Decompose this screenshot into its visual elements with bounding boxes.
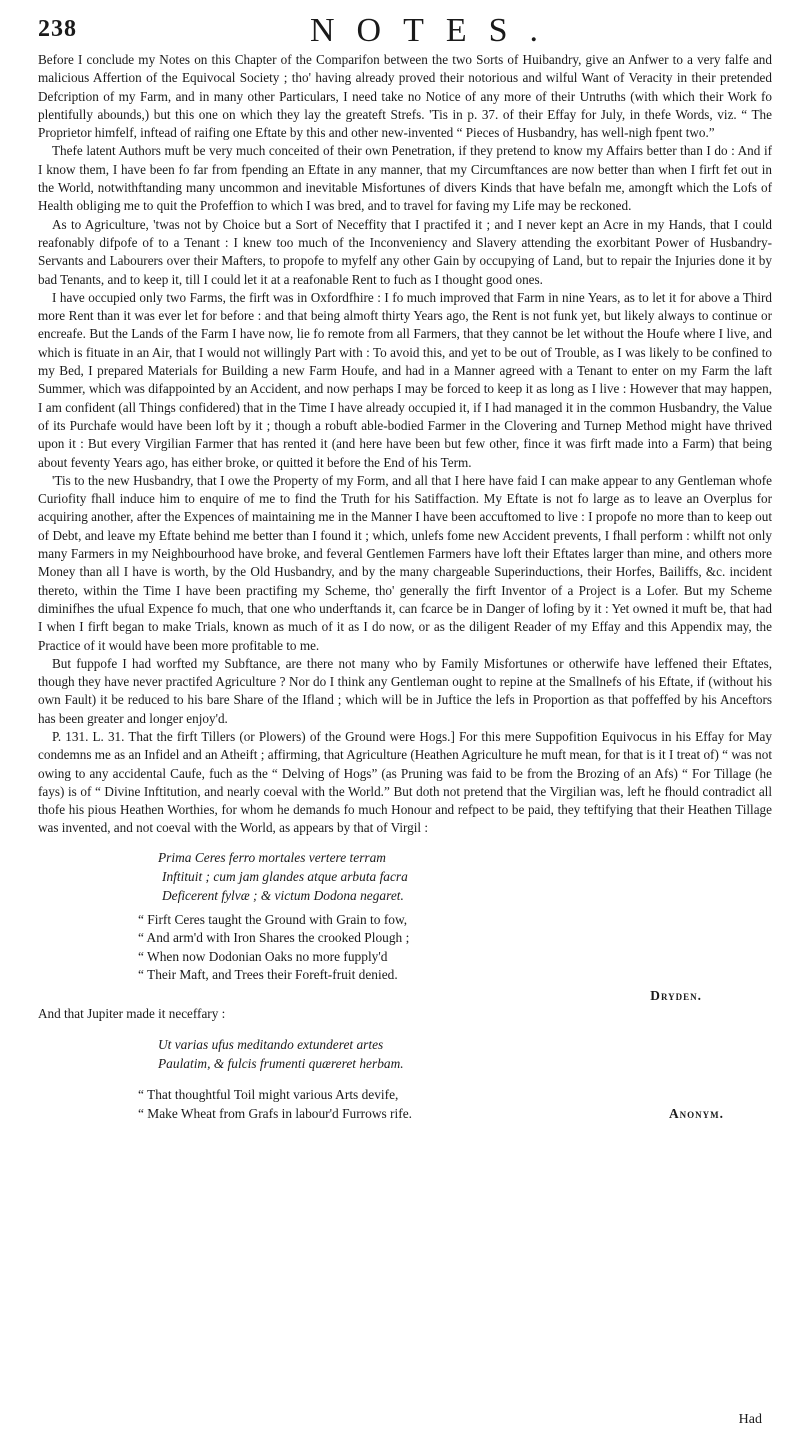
- paragraph: Thefe latent Authors muft be very much conceited of their own Penetration, if they pretend to know my Affairs better than I do : And if I know them, I have been fo far from fpending an Eftate in any manner, that my Circumftances are now better than when I firft fet out in the World, notwithftanding many uncommon and inevitable Misfortunes of divers Kinds that have befaln me, amongft which the Lofs of Health obliging me to quit the Profeffion to which I was bred, and to travel for faving my Life may be reckoned.: [38, 143, 772, 214]
- page-number: 238: [38, 16, 77, 42]
- catchword: Had: [738, 1412, 762, 1427]
- body-text: [38, 51, 772, 1123]
- verse-attribution: Anonym.: [668, 1106, 724, 1122]
- paragraph: But fuppofe I had worfted my Subftance, are there not many who by Family Misfortunes or otherwife have leffened their Eftates, though they have never practifed Agriculture ? Nor do I think any Gentleman ought to repine at the Smallnefs of his Eftate, if (without his own Fault) it be reduced to his bare Share of the Ifland ; which will be in Juftice the lefs in Proportion as that poffeffed by his Anceftors has been greater and longer enjoy'd.: [38, 655, 772, 726]
- latin-verse-quote: [158, 1035, 772, 1073]
- paragraph: P. 131. L. 31. That the firft Tillers (or Plowers) of the Ground were Hogs.] For this mere Suppofition Equivocus in his Effay for May condemns me as an Infidel and an Atheift ; affirming, that Agriculture (Heathen Agriculture he muft mean, for that is it I treat of) “ was not owing to any accidental Caufe, fuch as the “ Delving of Hogs” (as Pruning was faid to be from the Brozing of an Afs) “ For Tillage (he fays) is of “ Divine Inftitution, and nearly coeval with the World.” But doth not pretend that the Virgilian was, left he fhould contradict all thofe his pious Heathen Worthies, for whom he demands fo much Honour and refpect to be paid, they teftifying that their Heathen Tillage was invented, and not coeval with the World, as appears by that of Virgil :: [38, 728, 772, 836]
- paragraph: I have occupied only two Farms, the firft was in Oxfordfhire : I fo much improved that Farm in nine Years, as to let it for above a Third more Rent than it was ever let for before : and that being almoft thirty Years ago, the Rent is not funk yet, but likely always to continue or encreafe. But the Lands of the Farm I have now, lie fo remote from all Farmers, that they cannot be let without the Houfe where I live, and which is fituate in an Air, that I would not willingly Part with : To avoid this, and yet to be out of Trouble, as I was likely to be confined to my Bed, I prepared Materials for Building a new Farm Houfe, and had in a Manner agreed with a Tenant to enter on my Farm the laft Summer, which was difappointed by an Accident, and now perhaps I may be forced to keep it as long as I live : However that may happen, I am confident (all Things confidered) that in the Time I have already occupied it, if I had managed it in the common Husbandry, the Value of its Purchafe would have been loft by it ; though a robuft able-bodied Farmer in the Clovering and Turnep Method might have thrived upon it : But every Virgilian Farmer that has rented it (and here have been but few other, fince it was firft made into a Farm) that being about feventy Years ago, has either broke, or quitted it before the End of his Term.: [38, 289, 772, 470]
- running-head: NOTES.: [309, 12, 561, 49]
- latin-verse-quote: [158, 848, 772, 905]
- verse-line: “ Make Wheat from Grafs in labour'd Furrows rife.: [138, 1106, 412, 1122]
- verse-line: Prima Ceres ferro mortales vertere terram: [158, 849, 386, 865]
- paragraph: Before I conclude my Notes on this Chapter of the Comparifon between the two Sorts of Huibandry, give an Anfwer to a very falfe and malicious Affertion of the Equivocal Society ; tho' having already proved their notorious and wilful Want of Veracity in their pretended Defcription of my Farm, and in many other Particulars, I need take no Notice of any more of their Untruths (with which their Work fo plentifully abounds,) but this one on which they lay the greateft Strefs. 'Tis in p. 37. of their Effay for July, in thefe Words, viz. “ The Proprietor himfelf, inftead of raifing one Eftate by this and other new-invented “ Pieces of Husbandry, has well-nigh fpent two.”: [38, 52, 772, 141]
- verse-line: Paulatim, & fulcis frumenti quæreret herbam.: [158, 1056, 404, 1072]
- page-header: [38, 14, 772, 48]
- verse-line: “ Firft Ceres taught the Ground with Grain to fow,: [138, 911, 408, 927]
- verse-line: “ That thoughtful Toil might various Arts devife,: [138, 1087, 399, 1103]
- verse-line: “ When now Dodonian Oaks no more fupply'd: [138, 948, 388, 964]
- verse-line: “ Their Maft, and Trees their Foreft-fruit denied.: [138, 967, 398, 983]
- verse-attribution: Dryden.: [650, 987, 702, 1003]
- verse-line: Ut varias ufus meditando extunderet artes: [158, 1037, 384, 1053]
- paragraph: As to Agriculture, 'twas not by Choice but a Sort of Neceffity that I practifed it ; and I never kept an Acre in my Hands, that I could reafonably difpofe of to a Tenant : I knew too much of the Inconveniency and Slavery attending the exorbitant Power of Husbandry-Servants and Labourers over their Mafters, to propofe to myfelf any other Gain by occupying of Land, but to repair the Injuries done it by bad Tenants, and to keep it, till I could let it at a reafonable Rent to fuch as I thought good ones.: [38, 216, 772, 287]
- english-verse-translation: [138, 1085, 772, 1123]
- verse-line: “ And arm'd with Iron Shares the crooked Plough ;: [138, 930, 410, 946]
- verse-line: Deficerent fylvæ ; & victum Dodona negaret.: [162, 887, 404, 903]
- lead-in-line: And that Jupiter made it neceffary :: [38, 1006, 226, 1022]
- verse-line: Inftituit ; cum jam glandes atque arbuta facra: [162, 868, 408, 884]
- paragraph: 'Tis to the new Husbandry, that I owe the Property of my Form, and all that I here have faid I can make appear to any Gentleman whofe Curiofity fhall induce him to enquire of me to find the Truth for his Satiffaction. My Eftate is not fo large as to leave an Overplus for acquiring another, after the Expences of maintaining me in the Manner I have been accuftomed to live : I propofe no more than to keep out of Debt, and leave my Eftate behind me better than I found it ; which, unlefs fome new Accident prevents, I fhall perform : whilft not only many Farmers in my Neighbourhood have broke, and feveral Gentlemen Farmers have loft their Eftates larger than mine, and others more Money than all I have is worth, by the Old Husbandry, and by the many chargeable Superinductions, their Horfes, Bailiffs, &c. incident thereto, within the Time I have been practifing my Scheme, tho' generally the firft Inventor of a Project is a Lofer. But my Scheme diminifhes the ufual Expence fo much, that one who underftands it, can fcarce be in Danger of lofing by it : Yet owned it muft be, that had I when I firft began to make Trials, known as much of it as I do now, or as the diligent Reader of my Effay and this Appendix may, the Practice of it would have been more profitable to me.: [38, 472, 772, 653]
- english-verse-translation: [138, 911, 772, 985]
